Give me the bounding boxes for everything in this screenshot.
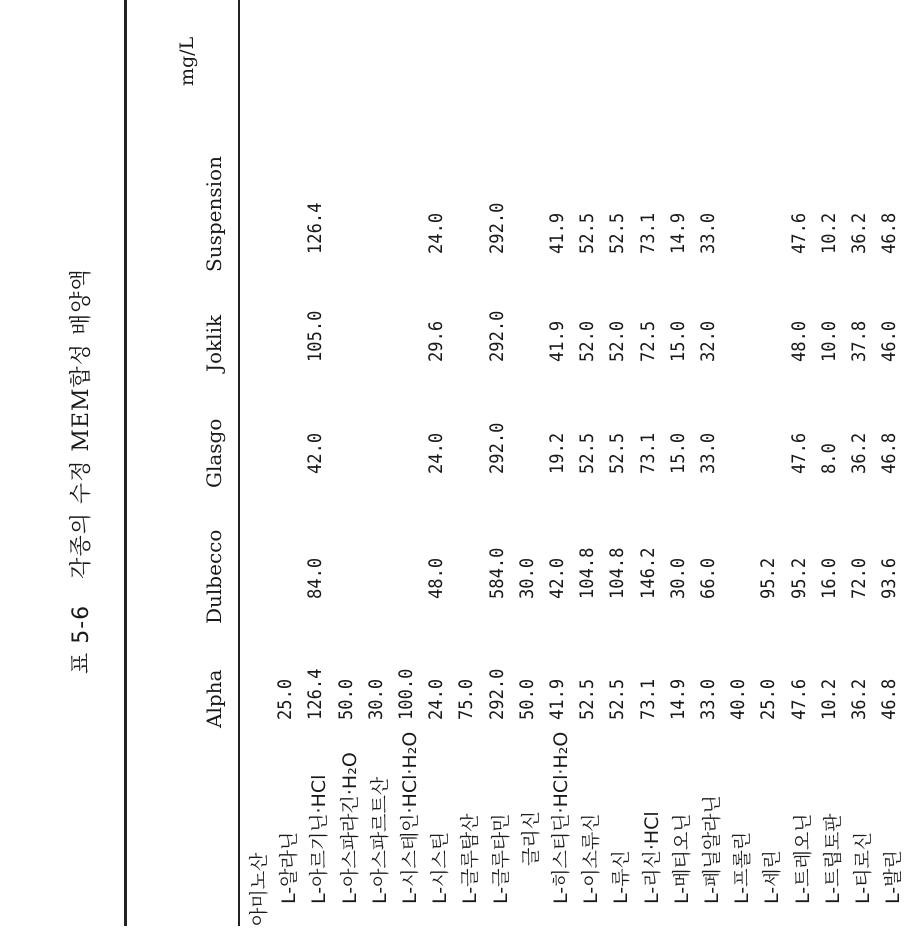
table-row (335, 0, 365, 932)
row-label: L-티로신 (852, 831, 874, 904)
table-cell: 15.0 (666, 320, 689, 362)
table-cell: 66.0 (697, 557, 719, 599)
row-label: L-발린 (882, 850, 905, 904)
table-cell: 46.0 (878, 320, 901, 362)
column-header: Glasgo (202, 418, 226, 488)
table-row (757, 0, 787, 932)
table-cell: 24.0 (425, 678, 448, 720)
table-cell: 104.8 (576, 547, 599, 599)
table-cell: 41.9 (546, 320, 568, 362)
table-cell: 42.0 (546, 557, 568, 599)
table-cell: 46.8 (878, 212, 901, 254)
table-cell: 36.2 (848, 678, 870, 720)
table-cell: 8.0 (817, 443, 840, 474)
table-row (395, 0, 425, 932)
table-cell: 47.6 (787, 678, 810, 720)
table-cell: 292.0 (485, 422, 508, 474)
table-cell: 146.2 (636, 547, 659, 599)
table-cell: 73.1 (636, 678, 659, 720)
table-title: 각종의 수정 MEM합성 배양액 (69, 268, 94, 579)
table-cell: 10.0 (817, 320, 840, 362)
table-cell: 40.0 (727, 678, 750, 720)
table-cell: 292.0 (485, 202, 508, 254)
table-cell: 16.0 (817, 557, 840, 599)
table-cell: 47.6 (787, 432, 810, 474)
table-cell: 584.0 (485, 547, 508, 599)
table-cell: 93.6 (878, 557, 901, 599)
table-cell: 48.0 (425, 557, 448, 599)
table-row (848, 0, 878, 932)
row-label: L-아스파라긴·H₂O (338, 752, 361, 904)
table-row (425, 0, 455, 932)
table-cell: 73.1 (636, 212, 659, 254)
table-cell: 50.0 (515, 678, 538, 720)
table-cell: 72.0 (848, 557, 870, 599)
table-cell: 15.0 (666, 432, 689, 474)
table-row (516, 0, 546, 932)
table-row (667, 0, 697, 932)
table-cell: 47.6 (787, 212, 810, 254)
table-cell: 24.0 (425, 432, 448, 474)
table-cell: 52.5 (576, 432, 599, 474)
table-row (546, 0, 576, 932)
column-header: Dulbecco (202, 529, 226, 624)
table-number: 표 5-6 (69, 604, 94, 674)
table-row (637, 0, 667, 932)
row-label: L-세린 (761, 850, 784, 904)
table-row (576, 0, 606, 932)
row-label: L-리신·HCl (640, 811, 663, 904)
table-cell: 52.5 (576, 678, 599, 720)
table-cell: 48.0 (787, 320, 810, 362)
table-cell: 84.0 (304, 557, 327, 599)
table-cell: 100.0 (395, 668, 417, 720)
column-header: Suspension (202, 156, 226, 272)
table-cell: 42.0 (304, 432, 327, 474)
table-row (274, 0, 304, 932)
table-cell: 50.0 (334, 678, 357, 720)
table-cell: 126.4 (304, 668, 327, 720)
table-cell: 52.0 (576, 320, 599, 362)
row-label: L-글루타민 (489, 813, 512, 904)
table-cell: 10.2 (817, 212, 840, 254)
row-label: L-프롤린 (731, 831, 754, 904)
units-label: mg/L (176, 36, 198, 86)
row-label: 글리신 (519, 810, 542, 866)
table-cell: 33.0 (697, 432, 719, 474)
header-rule (238, 0, 240, 926)
row-label: L-글루탐산 (459, 813, 482, 904)
table-cell: 72.5 (636, 320, 659, 362)
table-cell: 52.0 (606, 320, 629, 362)
table-cell: 25.0 (757, 678, 780, 720)
table-row (727, 0, 757, 932)
table-cell: 95.2 (757, 557, 780, 599)
table-cell: 292.0 (485, 310, 508, 362)
table-row (486, 0, 516, 932)
table-row (365, 0, 395, 932)
table-cell: 14.9 (666, 212, 689, 254)
table-cell: 41.9 (546, 678, 568, 720)
table-row (818, 0, 848, 932)
table-cell: 46.8 (878, 678, 901, 720)
row-label: L-히스티딘·HCl·H₂O (550, 731, 572, 904)
row-label: L-시스틴 (429, 831, 452, 904)
table-cell: 36.2 (848, 432, 870, 474)
column-header: Alpha (202, 669, 226, 728)
row-label: 아미노산 (248, 852, 270, 926)
row-label: L-트립토판 (821, 813, 844, 904)
table-row (606, 0, 636, 932)
table-cell: 41.9 (546, 212, 568, 254)
table-cell: 24.0 (425, 212, 448, 254)
table-cell: 52.5 (576, 212, 599, 254)
table-cell: 36.2 (848, 212, 870, 254)
row-label: L-알라닌 (278, 831, 301, 904)
table-cell: 37.8 (848, 320, 870, 362)
table-row (455, 0, 485, 932)
row-label: L-페닐알라닌 (701, 795, 723, 904)
row-label: L-아스파르트산 (368, 776, 391, 904)
table-cell: 75.0 (455, 678, 478, 720)
table-cell: 33.0 (697, 212, 719, 254)
table-row (697, 0, 727, 932)
table-cell: 52.5 (606, 212, 629, 254)
table-cell: 52.5 (606, 678, 629, 720)
table-cell: 30.0 (515, 557, 538, 599)
row-label: L-이소류신 (580, 813, 603, 904)
table-row (244, 0, 274, 932)
column-header: Joklik (202, 314, 226, 372)
top-rule (124, 0, 127, 926)
table-cell: 30.0 (666, 557, 689, 599)
table-row (878, 0, 908, 932)
table-cell: 104.8 (606, 547, 629, 599)
table-cell: 46.8 (878, 432, 901, 474)
row-label: L-류신 (610, 850, 633, 904)
row-label: L-트레오닌 (791, 813, 814, 904)
table-cell: 19.2 (546, 432, 568, 474)
table-cell: 25.0 (274, 678, 297, 720)
table-cell: 10.2 (817, 678, 840, 720)
table-row (788, 0, 818, 932)
row-label: L-메티오닌 (670, 813, 693, 904)
table-cell: 52.5 (606, 432, 629, 474)
table-cell: 33.0 (697, 678, 719, 720)
table-caption (64, 268, 95, 674)
table-cell: 30.0 (364, 678, 387, 720)
table-cell: 105.0 (304, 310, 327, 362)
row-label: L-아르기닌·HCl (308, 774, 331, 904)
table-cell: 95.2 (787, 557, 810, 599)
row-label: L-시스테인·HCl·H₂O (399, 731, 421, 904)
table-cell: 73.1 (636, 432, 659, 474)
table-cell: 14.9 (666, 678, 689, 720)
table-cell: 126.4 (304, 202, 327, 254)
table-row (304, 0, 334, 932)
table-cell: 292.0 (485, 668, 508, 720)
table-cell: 32.0 (697, 320, 719, 362)
table-cell: 29.6 (425, 320, 448, 362)
